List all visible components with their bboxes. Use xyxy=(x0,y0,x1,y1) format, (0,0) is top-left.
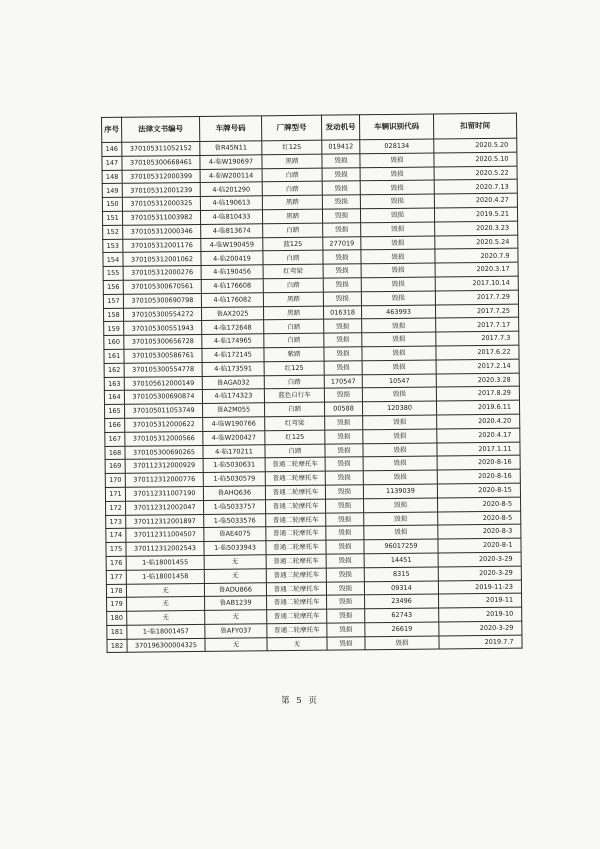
table-cell-plate: 4-临W190697 xyxy=(200,155,262,169)
table-cell-index: 168 xyxy=(105,446,125,460)
table-cell-index: 181 xyxy=(107,625,127,639)
table-cell-model: 蓝色自行车 xyxy=(264,389,324,403)
table-cell-engine: 毁损 xyxy=(327,609,365,623)
table-cell-vin: 毁损 xyxy=(361,263,435,278)
table-cell-model: 普通二轮摩托车 xyxy=(265,471,325,485)
table-cell-model: 普通二轮摩托车 xyxy=(265,485,325,499)
table-cell-engine: 毁损 xyxy=(325,443,363,457)
table-cell-doc-no: 370105312001062 xyxy=(123,252,201,267)
table-cell-engine: 毁损 xyxy=(327,595,365,609)
table-cell-doc-no: 370105300690265 xyxy=(125,445,203,460)
table-cell-engine: 毁损 xyxy=(322,167,360,181)
table-cell-engine: 毁损 xyxy=(322,209,360,223)
table-cell-engine: 毁损 xyxy=(326,512,364,526)
table-cell-engine: 毁损 xyxy=(324,388,362,402)
table-cell-vin: 毁损 xyxy=(364,525,438,540)
table-cell-model: 白踏 xyxy=(265,444,325,458)
table-cell-doc-no: 370112312000776 xyxy=(125,473,203,488)
table-cell-doc-no: 370105312000566 xyxy=(125,431,203,446)
table-cell-index: 153 xyxy=(103,239,123,253)
table-cell-engine: 016318 xyxy=(323,305,361,319)
table-cell-doc-no: 370105300690798 xyxy=(123,293,201,308)
table-cell-vin: 62743 xyxy=(365,608,439,623)
table-cell-doc-no: 370112311007190 xyxy=(125,486,203,501)
table-body xyxy=(102,138,522,653)
table-cell-date: 2020.5.10 xyxy=(434,152,517,167)
table-cell-plate: 4-临W200114 xyxy=(200,168,262,182)
table-cell-doc-no: 370112312000929 xyxy=(125,459,203,474)
table-cell-engine: 毁损 xyxy=(322,181,360,195)
table-cell-index: 155 xyxy=(103,266,123,280)
table-cell-index: 162 xyxy=(104,363,124,377)
column-header-model: 厂牌型号 xyxy=(261,115,321,141)
table-cell-plate: 4-临190613 xyxy=(200,196,262,210)
table-cell-doc-no: 370105300551943 xyxy=(124,321,202,336)
table-cell-plate: 鲁AFY037 xyxy=(205,624,267,638)
table-cell-date: 2020-8-5 xyxy=(438,497,521,512)
table-cell-index: 165 xyxy=(105,404,125,418)
table-cell-plate: 鲁AX2025 xyxy=(201,306,263,320)
table-cell-engine: 170547 xyxy=(324,374,362,388)
table-cell-index: 167 xyxy=(105,432,125,446)
table-cell-model: 普通二轮摩托车 xyxy=(266,540,326,554)
table-cell-doc-no: 370105300670561 xyxy=(123,279,201,294)
table-cell-plate: 4-临W190766 xyxy=(203,417,265,431)
table-cell-engine: 毁损 xyxy=(326,567,364,581)
table-cell-model: 黑踏 xyxy=(263,306,323,320)
table-cell-index: 147 xyxy=(102,156,122,170)
table-cell-doc-no: 1-临18001457 xyxy=(127,624,205,639)
table-cell-index: 164 xyxy=(104,391,124,405)
table-cell-date: 2019-10 xyxy=(439,607,522,622)
table-cell-vin: 毁损 xyxy=(360,180,434,195)
table-cell-engine: 毁损 xyxy=(327,623,365,637)
table-cell-engine: 019412 xyxy=(322,140,360,154)
table-cell-engine: 毁损 xyxy=(326,540,364,554)
table-cell-date: 2017.1.11 xyxy=(437,442,520,457)
table-cell-plate: 4-临176608 xyxy=(201,279,263,293)
table-cell-doc-no: 370105312000622 xyxy=(125,417,203,432)
table-cell-doc-no: 370105312000346 xyxy=(123,224,201,239)
column-header-vin: 车辆识别代码 xyxy=(359,114,433,140)
table-cell-engine: 毁损 xyxy=(325,471,363,485)
table-cell-vin: 毁损 xyxy=(361,277,435,292)
table-cell-model: 白踏 xyxy=(263,251,323,265)
table-cell-vin: 毁损 xyxy=(363,456,437,471)
table-cell-engine: 毁损 xyxy=(324,361,362,375)
table-cell-date: 2020-8-3 xyxy=(438,524,521,539)
table-cell-doc-no: 370105312000399 xyxy=(122,169,200,184)
table-cell-doc-no: 370196300004325 xyxy=(127,638,205,653)
table-cell-plate: 鲁ADU866 xyxy=(204,582,266,596)
table-cell-date: 2020.3.17 xyxy=(435,262,518,277)
table-cell-vin: 96017259 xyxy=(364,539,438,554)
table-cell-date: 2019.6.11 xyxy=(436,400,519,415)
table-cell-date: 2020.7.9 xyxy=(435,249,518,264)
table-cell-date: 2020.3.28 xyxy=(436,373,519,388)
column-header-engine: 发动机号 xyxy=(321,115,359,140)
table-cell-model: 黑踏 xyxy=(263,292,323,306)
table-cell-vin: 14451 xyxy=(364,553,438,568)
table-cell-date: 2019.5.21 xyxy=(434,207,517,222)
table-cell-index: 149 xyxy=(102,184,122,198)
table-cell-doc-no: 370105300656728 xyxy=(124,335,202,350)
table-cell-doc-no: 无 xyxy=(127,597,205,612)
table-cell-engine: 毁损 xyxy=(326,526,364,540)
table-cell-engine: 毁损 xyxy=(325,485,363,499)
table-cell-model: 白踏 xyxy=(264,333,324,347)
table-cell-model: 普通二轮摩托车 xyxy=(266,526,326,540)
table-cell-model: 普通二轮摩托车 xyxy=(266,499,326,513)
table-cell-model: 普通二轮摩托车 xyxy=(266,554,326,568)
table-cell-vin: 毁损 xyxy=(360,194,434,209)
table-cell-plate: 4-临810433 xyxy=(200,210,262,224)
table-cell-date: 2020.5.24 xyxy=(435,235,518,250)
table-cell-doc-no: 无 xyxy=(127,611,205,626)
table-cell-date: 2020-3-29 xyxy=(439,621,522,636)
table-cell-date: 2020-3-29 xyxy=(438,566,521,581)
table-cell-date: 2017.7.29 xyxy=(435,290,518,305)
table-cell-plate: 无 xyxy=(204,555,266,569)
table-cell-vin: 毁损 xyxy=(364,512,438,527)
table-cell-plate: 4-临173591 xyxy=(202,362,264,376)
table-cell-index: 157 xyxy=(103,294,123,308)
table-cell-engine: 毁损 xyxy=(324,319,362,333)
table-cell-date: 2020.4.27 xyxy=(434,193,517,208)
table-cell-model: 普通二轮摩托车 xyxy=(266,568,326,582)
column-header-index: 序号 xyxy=(102,117,122,142)
table-cell-index: 177 xyxy=(106,570,126,584)
table-cell-index: 176 xyxy=(106,556,126,570)
table-cell-vin: 毁损 xyxy=(363,443,437,458)
table-cell-vin: 毁损 xyxy=(362,360,436,375)
table-cell-plate: 4-临813674 xyxy=(201,224,263,238)
table-cell-engine: 毁损 xyxy=(327,636,365,650)
table-cell-vin: 毁损 xyxy=(360,153,434,168)
table-cell-doc-no: 370105312001176 xyxy=(123,238,201,253)
table-cell-doc-no: 370105312000276 xyxy=(123,266,201,281)
table-cell-engine: 毁损 xyxy=(326,554,364,568)
table-cell-model: 白踏 xyxy=(263,223,323,237)
table-cell-model: 白踏 xyxy=(265,402,325,416)
table-cell-plate: 1-临5030579 xyxy=(203,472,265,486)
table-cell-doc-no: 370112312002047 xyxy=(126,500,204,515)
table-cell-doc-no: 370105300668461 xyxy=(122,155,200,170)
table-cell-doc-no: 370112312002543 xyxy=(126,542,204,557)
table-cell-date: 2020-8-16 xyxy=(437,469,520,484)
table-cell-plate: 鲁AE4075 xyxy=(204,527,266,541)
table-cell-engine: 277019 xyxy=(323,236,361,250)
table-cell-model: 红125 xyxy=(265,430,325,444)
table-cell-index: 156 xyxy=(103,280,123,294)
table-cell-vin: 毁损 xyxy=(363,470,437,485)
table-cell-model: 普通二轮摩托车 xyxy=(266,513,326,527)
table-cell-model: 黑踏 xyxy=(262,154,322,168)
table-cell-engine: 00588 xyxy=(325,402,363,416)
table-cell-engine: 毁损 xyxy=(323,292,361,306)
table-row xyxy=(107,635,522,653)
table-cell-vin: 毁损 xyxy=(362,346,436,361)
table-cell-model: 白踏 xyxy=(263,278,323,292)
table-cell-date: 2017.6.22 xyxy=(436,345,519,360)
table-cell-vin: 1139039 xyxy=(363,484,437,499)
table-cell-date: 2017.7.3 xyxy=(436,331,519,346)
table-cell-vin: 10547 xyxy=(362,374,436,389)
table-cell-plate: 1-临5033943 xyxy=(204,541,266,555)
table-cell-engine: 毁损 xyxy=(323,250,361,264)
table-cell-vin: 毁损 xyxy=(361,291,435,306)
table-cell-index: 173 xyxy=(106,515,126,529)
table-cell-engine: 毁损 xyxy=(323,278,361,292)
table-cell-plate: 1-临5033576 xyxy=(204,513,266,527)
table-cell-date: 2020.4.17 xyxy=(437,428,520,443)
table-cell-doc-no: 370105311052152 xyxy=(122,141,200,156)
table-cell-model: 红125 xyxy=(264,361,324,375)
table-cell-doc-no: 370112312001897 xyxy=(126,514,204,529)
table-cell-index: 170 xyxy=(105,473,125,487)
table-cell-model: 无 xyxy=(267,637,327,651)
column-header-plate: 车牌号码 xyxy=(199,116,261,142)
table-cell-plate: 无 xyxy=(205,610,267,624)
table-cell-doc-no: 370105300586761 xyxy=(124,348,202,363)
table-cell-doc-no: 370105312001239 xyxy=(122,183,200,198)
table-cell-date: 2020-8-15 xyxy=(437,483,520,498)
table-cell-model: 白踏 xyxy=(262,182,322,196)
table-cell-vin: 463993 xyxy=(361,305,435,320)
table-cell-engine: 毁损 xyxy=(326,498,364,512)
table-cell-date: 2019-11 xyxy=(439,593,522,608)
table-cell-model: 蓝125 xyxy=(263,237,323,251)
table-cell-doc-no: 1-临18001455 xyxy=(126,555,204,570)
table-cell-plate: 4-临176082 xyxy=(201,293,263,307)
table-cell-plate: 4-临170211 xyxy=(203,444,265,458)
table-cell-doc-no: 370105300554778 xyxy=(124,362,202,377)
table-cell-plate: 鲁AB1239 xyxy=(205,596,267,610)
table-cell-vin: 毁损 xyxy=(362,318,436,333)
table-cell-engine: 毁损 xyxy=(326,581,364,595)
table-cell-engine: 毁损 xyxy=(325,430,363,444)
table-cell-doc-no: 370105011053749 xyxy=(125,404,203,419)
table-cell-date: 2020-8-1 xyxy=(438,538,521,553)
column-header-doc-no: 法律文书编号 xyxy=(122,116,200,142)
table-cell-vin: 毁损 xyxy=(363,415,437,430)
table-cell-model: 红弯梁 xyxy=(265,416,325,430)
table-cell-plate: 鲁AGA032 xyxy=(202,375,264,389)
table-cell-plate: 4-临172145 xyxy=(202,348,264,362)
table-cell-plate: 无 xyxy=(204,568,266,582)
table-cell-plate: 4-临174323 xyxy=(202,389,264,403)
table-cell-model: 普通二轮摩托车 xyxy=(267,595,327,609)
table-cell-index: 172 xyxy=(106,501,126,515)
table-cell-date: 2020.5.22 xyxy=(434,166,517,181)
table-cell-vin: 26619 xyxy=(365,622,439,637)
table-cell-date: 2017.10.14 xyxy=(435,276,518,291)
table-cell-plate: 1-临5033757 xyxy=(204,500,266,514)
table-cell-model: 红125 xyxy=(262,140,322,154)
column-header-date: 扣留时间 xyxy=(433,113,516,139)
table-cell-vin: 毁损 xyxy=(361,222,435,237)
table-cell-model: 普通二轮摩托车 xyxy=(267,609,327,623)
table-cell-vin: 毁损 xyxy=(362,387,436,402)
table-cell-index: 169 xyxy=(105,460,125,474)
table-cell-engine: 毁损 xyxy=(324,347,362,361)
table-cell-index: 148 xyxy=(102,170,122,184)
table-cell-plate: 4-临190456 xyxy=(201,265,263,279)
vehicle-detention-table xyxy=(101,113,523,654)
table-cell-plate: 1-临5030631 xyxy=(203,458,265,472)
table-cell-index: 182 xyxy=(107,639,127,653)
table-cell-doc-no: 370105300554272 xyxy=(123,307,201,322)
table-cell-doc-no: 370105612000149 xyxy=(124,376,202,391)
table-cell-model: 黑踏 xyxy=(262,195,322,209)
table-cell-date: 2017.7.25 xyxy=(435,304,518,319)
table-cell-plate: 4-临200419 xyxy=(201,251,263,265)
table-cell-index: 166 xyxy=(105,418,125,432)
table-cell-index: 171 xyxy=(105,487,125,501)
table-cell-index: 180 xyxy=(107,611,127,625)
table-cell-vin: 毁损 xyxy=(365,636,439,651)
table-cell-doc-no: 370112311004507 xyxy=(126,528,204,543)
table-cell-index: 146 xyxy=(102,142,122,156)
table-cell-index: 163 xyxy=(104,377,124,391)
table-cell-model: 普通二轮摩托车 xyxy=(265,458,325,472)
table-cell-plate: 无 xyxy=(205,637,267,651)
table-cell-date: 2020.3.23 xyxy=(435,221,518,236)
table-cell-doc-no: 370105311003982 xyxy=(122,210,200,225)
table-cell-date: 2020-8-5 xyxy=(438,511,521,526)
table-cell-plate: 4-临W190459 xyxy=(201,237,263,251)
table-cell-vin: 028134 xyxy=(360,139,434,154)
table-cell-index: 158 xyxy=(104,308,124,322)
table-cell-engine: 毁损 xyxy=(325,457,363,471)
table-cell-engine: 毁损 xyxy=(324,333,362,347)
table-cell-index: 152 xyxy=(103,225,123,239)
table-cell-model: 黑踏 xyxy=(262,209,322,223)
table-cell-date: 2020.5.20 xyxy=(434,138,517,153)
table-cell-date: 2019-11-23 xyxy=(438,580,521,595)
table-cell-model: 白踏 xyxy=(264,375,324,389)
table-cell-model: 普通二轮摩托车 xyxy=(266,582,326,596)
table-cell-date: 2017.8.29 xyxy=(436,386,519,401)
table-cell-doc-no: 无 xyxy=(126,583,204,598)
table-cell-date: 2020-3-29 xyxy=(438,552,521,567)
table-cell-model: 红弯梁 xyxy=(263,264,323,278)
table-cell-vin: 8315 xyxy=(364,567,438,582)
page-number: 第 5 页 xyxy=(281,696,319,706)
table-cell-vin: 毁损 xyxy=(364,498,438,513)
table-cell-index: 160 xyxy=(104,335,124,349)
table-cell-index: 179 xyxy=(107,598,127,612)
table-cell-date: 2017.7.17 xyxy=(436,317,519,332)
table-cell-index: 151 xyxy=(102,211,122,225)
table-cell-date: 2017.2.14 xyxy=(436,359,519,374)
table-cell-engine: 毁损 xyxy=(322,154,360,168)
table-cell-index: 159 xyxy=(104,322,124,336)
table-cell-doc-no: 370105312000325 xyxy=(122,197,200,212)
table-cell-vin: 毁损 xyxy=(361,236,435,251)
table-cell-vin: 毁损 xyxy=(362,332,436,347)
table-cell-plate: 4-临174965 xyxy=(202,334,264,348)
table-cell-vin: 毁损 xyxy=(360,208,434,223)
table-cell-index: 174 xyxy=(106,529,126,543)
table-cell-doc-no: 1-临18001458 xyxy=(126,569,204,584)
table-cell-plate: 鲁R45N11 xyxy=(200,141,262,155)
table-cell-date: 2020.7.13 xyxy=(434,180,517,195)
table-cell-engine: 毁损 xyxy=(325,416,363,430)
table-cell-vin: 毁损 xyxy=(361,249,435,264)
table-cell-date: 2019.7.7 xyxy=(439,635,522,650)
table-cell-plate: 鲁AHQ636 xyxy=(203,486,265,500)
table-cell-vin: 09314 xyxy=(364,580,438,595)
table-cell-index: 161 xyxy=(104,349,124,363)
table-cell-index: 154 xyxy=(103,253,123,267)
table-cell-date: 2020-8-16 xyxy=(437,455,520,470)
table-cell-plate: 4-临201290 xyxy=(200,182,262,196)
table-cell-vin: 120380 xyxy=(362,401,436,416)
table-cell-index: 175 xyxy=(106,542,126,556)
table-cell-model: 白踏 xyxy=(264,320,324,334)
table-cell-doc-no: 370105300690874 xyxy=(124,390,202,405)
table-cell-date: 2020.4.20 xyxy=(437,414,520,429)
table-cell-model: 白踏 xyxy=(262,168,322,182)
table-cell-index: 178 xyxy=(106,584,126,598)
table-cell-engine: 毁损 xyxy=(323,223,361,237)
table-cell-vin: 毁损 xyxy=(360,167,434,182)
table-cell-model: 紫踏 xyxy=(264,347,324,361)
table-cell-vin: 23496 xyxy=(365,594,439,609)
table-cell-plate: 鲁A2M055 xyxy=(203,403,265,417)
table-cell-plate: 4-临W200427 xyxy=(203,431,265,445)
table-cell-engine: 毁损 xyxy=(322,195,360,209)
table-cell-plate: 4-临172648 xyxy=(202,320,264,334)
table-cell-model: 普通二轮摩托车 xyxy=(267,623,327,637)
table-cell-vin: 毁损 xyxy=(363,429,437,444)
table-cell-engine: 毁损 xyxy=(323,264,361,278)
table-cell-index: 150 xyxy=(102,197,122,211)
